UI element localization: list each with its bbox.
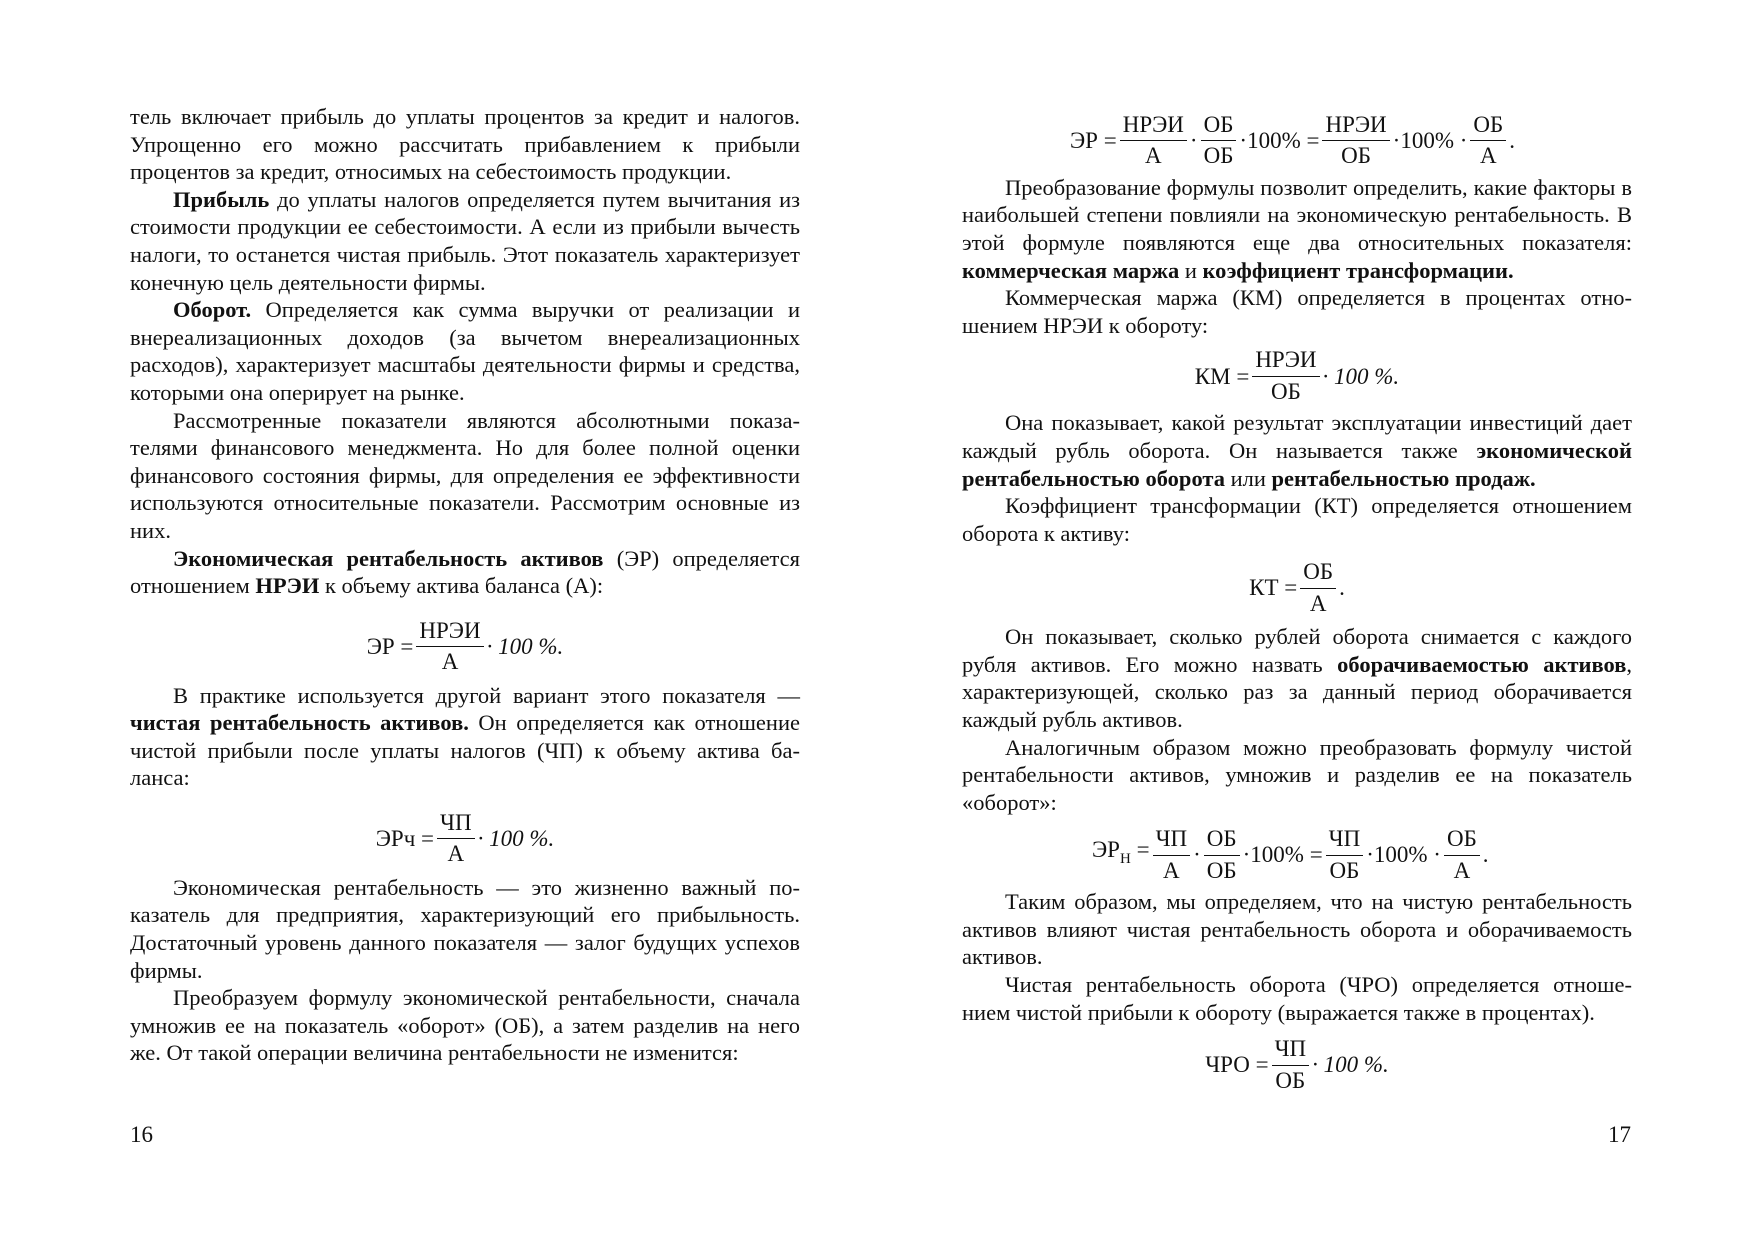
formula-lhs: ЧРО = [1205, 1052, 1269, 1078]
paragraph-text: Определяется как сумма выручки от реализации и внереализационных доходов (за вычетом внереализационных расходов), характеризует масштабы деятельности фирмы и средства, которыми она оперирует на рынке. [130, 297, 800, 405]
term-bold: Оборот. [173, 297, 252, 323]
formula-lhs: КМ = [1194, 363, 1250, 389]
fraction [1322, 112, 1389, 170]
fraction [1120, 112, 1187, 170]
paragraph-text: , характеризующей, сколько раз за данный период оборачивается каждый рубль активов. [962, 651, 1632, 732]
fraction [1272, 1036, 1310, 1094]
denominator: А [1479, 143, 1497, 169]
formula-chro [962, 1036, 1632, 1094]
paragraph-text: и [1179, 257, 1203, 283]
paragraph: Аналогичным образом можно преобразовать формулу чистой рентабельности активов, умножив и разделив ее на показатель «оборот»: [962, 734, 1632, 815]
term-bold: экономической рентабельностью оборота [962, 437, 1632, 491]
formula-er-transform: ЭР = $\frac{\text{НРЭИ}}{А}$ · $\frac{ОБ}{ОБ}$ ·100% = $\frac{\text{НРЭИ}}{ОБ}$ ·100% · $\frac{ОБ}{А}$ . [1070, 112, 1515, 169]
left-page [130, 103, 800, 1067]
paragraph-text: Он показывает, сколько рублей оборота снимается с каждого рубля активов. Его можно назвать [962, 624, 1632, 677]
fraction [1444, 826, 1480, 884]
formula-mid: ·100% · [1392, 128, 1468, 154]
formula-tail: · 100 %. [477, 826, 555, 852]
paragraph-text: Она показывает, какой результат эксплуатации инвестиций дает каждый рубль оборота. Он называется также [962, 410, 1632, 463]
formula-end: . [1509, 128, 1515, 154]
fraction [1153, 826, 1191, 884]
paragraph: Преобразуем формулу экономической рентабельности, сначала умножив ее на показатель «оборот» (ОБ), а затем разделив на него же. От такой операции величина рентабельности не изменится: [130, 985, 800, 1066]
page-number-right: 17 [1608, 1122, 1631, 1147]
term-bold: коммерческая маржа [962, 257, 1180, 283]
formula-eq: = [1136, 837, 1150, 863]
paragraph [962, 623, 1632, 733]
paragraph-text: или [1224, 465, 1272, 491]
numerator: НРЭИ [1120, 112, 1187, 141]
formula-kt [962, 559, 1632, 617]
numerator: НРЭИ [1322, 112, 1389, 141]
denominator: А [1453, 857, 1471, 883]
formula-er [130, 618, 800, 676]
fraction [1470, 112, 1506, 170]
paragraph [130, 545, 800, 600]
formula-lhs: ЭР = [366, 633, 414, 659]
term-bold: оборачиваемостью активов [1337, 651, 1627, 677]
paragraph: тель включает прибыль до уплаты процентов за кредит и налогов. Упрощенно его можно рассчитать прибавлением к прибыли процентов за кредит, относимых на себестоимость продукции. [130, 104, 800, 185]
numerator: ЧП [1326, 826, 1364, 855]
formula-lhs: ЭРч = [375, 826, 435, 852]
numerator: ОБ [1300, 559, 1336, 588]
denominator: ОБ [1341, 143, 1371, 169]
formula-lhs-main: ЭР [1092, 837, 1120, 863]
term-bold: НРЭИ [255, 573, 320, 599]
fraction [1201, 112, 1237, 170]
formula-mid: ·100% = [1239, 128, 1320, 154]
denominator: ОБ [1329, 857, 1360, 883]
formula-lhs [1092, 836, 1150, 874]
term-bold: Экономическая рентабельность активов [173, 545, 604, 571]
denominator: А [1163, 857, 1180, 883]
numerator: НРЭИ [416, 618, 483, 647]
paragraph: Коммерческая маржа (КМ) определяется в процентах отношением НРЭИ к обороту: [962, 285, 1632, 338]
numerator: ОБ [1201, 112, 1237, 141]
term-bold: коэффициент трансформации. [1202, 257, 1514, 283]
paragraph [130, 682, 800, 792]
paragraph [130, 186, 800, 296]
numerator: ЧП [1153, 826, 1191, 855]
fraction [416, 618, 483, 676]
formula-tail: · 100 %. [1312, 1052, 1389, 1078]
paragraph: Коэффициент трансформации (КТ) определяется отношением оборота к активу: [962, 493, 1632, 546]
paragraph-text: до уплаты налогов определяется путем вычитания из стоимости продукции ее себестоимости. А если из прибыли вычесть налоги, то останется чистая прибыль. Этот показатель характеризует конечную цель деятельности фирмы. [130, 186, 800, 295]
denominator: А [447, 841, 465, 867]
formula-lhs: КТ = [1249, 575, 1298, 601]
formula-lhs-subscript: Н [1119, 851, 1131, 868]
formula-lhs: ЭР = [1070, 128, 1117, 154]
formula-tail: · 100 %. [1322, 363, 1400, 389]
formula-erch [130, 810, 800, 868]
paragraph [130, 296, 800, 406]
numerator: ОБ [1470, 112, 1506, 141]
numerator: ОБ [1204, 826, 1240, 855]
paragraph: Экономическая рентабельность — это жизненно важный показатель для предприятия, характеризующий его прибыльность. Достаточный уровень данного показателя — залог будущих успехов фирмы. [130, 874, 800, 983]
formula-mid: ·100% · [1366, 842, 1441, 868]
fraction [437, 810, 475, 868]
numerator: ЧП [437, 810, 475, 839]
term-bold: чистая рентабельность активов. [130, 710, 469, 736]
paragraph-text: к объему актива баланса (А): [319, 573, 604, 599]
formula-ern-transform: $ЭР_Н$ = $\frac{ЧП}{А}$ · $\frac{ОБ}{ОБ}$ ·100% = $\frac{ЧП}{ОБ}$ ·100% · $\frac{ОБ}{А}$ . [1092, 826, 1489, 883]
page-number-left: 16 [130, 1122, 153, 1147]
denominator: А [441, 649, 459, 675]
denominator: ОБ [1271, 378, 1301, 404]
denominator: ОБ [1275, 1067, 1306, 1093]
denominator: А [1144, 143, 1162, 169]
term-bold: рентабельностью продаж. [1271, 465, 1536, 491]
numerator: НРЭИ [1252, 347, 1319, 376]
denominator: ОБ [1206, 857, 1237, 883]
paragraph: Чистая рентабельность оборота (ЧРО) определяется отношением чистой прибыли к обороту (выражается также в процентах). [962, 971, 1632, 1025]
fraction [1204, 826, 1240, 884]
paragraph [962, 409, 1632, 492]
fraction [1326, 826, 1364, 884]
fraction [1300, 559, 1336, 617]
fraction [1252, 347, 1319, 405]
formula-tail: . [1339, 575, 1345, 601]
paragraph [962, 174, 1632, 284]
paragraph-text: Преобразование формулы позволит определить, какие факторы в наибольшей степени повлияли на экономическую рентабельность. В этой формуле появляются еще два относительных показателя: [962, 174, 1632, 256]
right-page [962, 112, 1632, 1094]
paragraph-text: Он определяется как отношение чистой прибыли после уплаты налогов (ЧП) к объему актива баланса: [130, 710, 800, 791]
term-bold: Прибыль [173, 186, 270, 212]
numerator: ЧП [1272, 1036, 1310, 1065]
formula-tail: · 100 %. [486, 633, 564, 659]
formula-end: . [1482, 842, 1489, 868]
denominator: ОБ [1203, 143, 1234, 169]
formula-km [962, 347, 1632, 405]
paragraph-text: В практике используется другой вариант этого показателя — [173, 682, 800, 708]
paragraph: Рассмотренные показатели являются абсолютными показателями финансового менеджмента. Но для более полной оценки финансового состояния фирмы, для определения ее эффективности используются относительные показатели. Рассмотрим основные из них. [130, 407, 800, 543]
denominator: А [1309, 590, 1327, 616]
paragraph-text: (ЭР) определяется отношением [130, 545, 800, 599]
formula-mid: ·100% = [1242, 842, 1323, 868]
paragraph: Таким образом, мы определяем, что на чистую рентабельность активов влияют чистая рентабельность оборота и оборачиваемость активов. [962, 889, 1632, 970]
numerator: ОБ [1444, 826, 1480, 855]
